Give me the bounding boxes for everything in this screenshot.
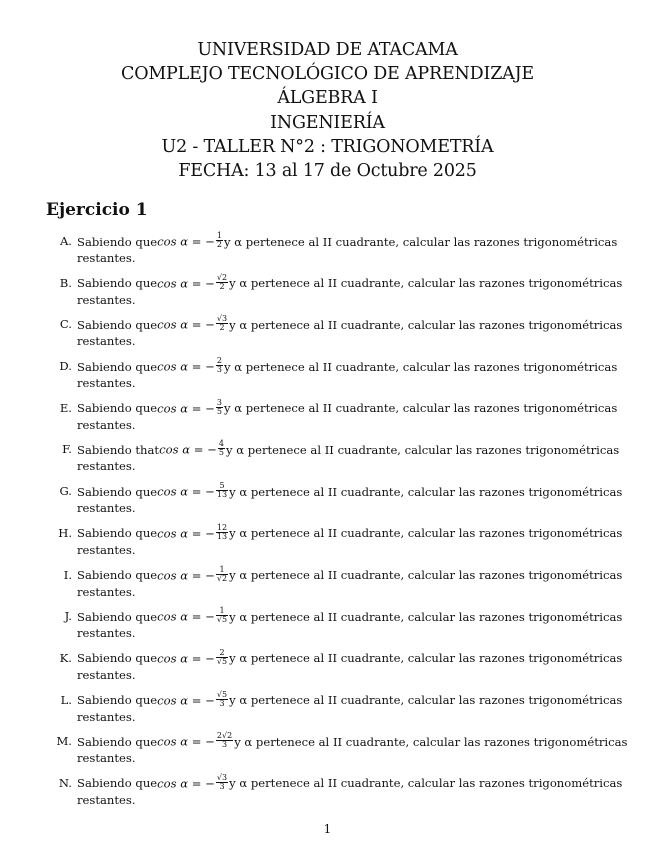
exercise-statement: y α pertenece al II cuadrante, calcular las razones trigonométricas xyxy=(229,776,623,791)
exercise-lead: Sabiendo que xyxy=(77,359,158,374)
fraction xyxy=(216,607,228,624)
fraction-numerator: √5 xyxy=(216,689,228,699)
exercise-statement: y α pertenece al II cuadrante, calcular las razones trigonométricas xyxy=(229,693,623,708)
exercise-line xyxy=(77,689,623,710)
exercise-statement: y α pertenece al II cuadrante, calcular las razones trigonométricas xyxy=(224,401,618,416)
exercise-lead: Sabiendo que xyxy=(77,776,158,791)
exercise-label: I. xyxy=(63,567,72,582)
fraction-numerator: √3 xyxy=(216,314,228,324)
fraction-denominator: √5 xyxy=(216,656,228,666)
exercise-label: G. xyxy=(59,484,72,499)
exercise-item xyxy=(50,397,618,443)
exercise-line xyxy=(77,647,623,668)
fraction xyxy=(216,274,228,291)
exercise-text xyxy=(77,272,623,308)
exercise-label: M. xyxy=(56,734,72,749)
cos-expression xyxy=(157,606,229,626)
header-date: FECHA: 13 al 17 de Octubre 2025 xyxy=(178,161,477,182)
exercise-label: L. xyxy=(60,692,72,707)
exercise-label: B. xyxy=(59,275,72,290)
cos-expression xyxy=(157,231,224,251)
exercise-lead: Sabiendo que xyxy=(77,317,158,332)
fraction-denominator: √5 xyxy=(216,615,228,625)
cos-expression xyxy=(157,314,229,334)
exercise-lead: Sabiendo que xyxy=(77,609,158,624)
cos-expression xyxy=(157,647,229,668)
fraction-denominator: 2 xyxy=(216,240,222,249)
exercise-line xyxy=(77,397,618,418)
exercise-item xyxy=(50,606,623,651)
cos-lhs: cos α = − xyxy=(157,693,215,708)
exercise-statement: y α pertenece al II cuadrante, calcular las razones trigonométricas xyxy=(224,359,618,374)
document-header xyxy=(0,38,655,183)
cos-expression xyxy=(157,689,229,710)
exercise-lead: Sabiendo que xyxy=(77,276,158,291)
cos-lhs: cos α = − xyxy=(157,359,215,374)
exercise-lead: Sabiendo that xyxy=(77,442,160,457)
cos-lhs: cos α = − xyxy=(157,651,215,666)
exercise-line xyxy=(77,272,623,293)
exercise-item xyxy=(50,689,623,735)
fraction xyxy=(216,732,233,749)
cos-lhs: cos α = − xyxy=(157,401,215,416)
cos-expression xyxy=(157,731,234,751)
exercise-continuation: restantes. xyxy=(77,792,136,807)
cos-lhs: cos α = − xyxy=(157,568,215,582)
fraction-denominator: 3 xyxy=(219,698,225,708)
exercise-continuation: restantes. xyxy=(77,751,136,766)
fraction-denominator: 2 xyxy=(219,281,225,291)
header-course: ÁLGEBRA I xyxy=(277,88,378,109)
exercise-statement: y α pertenece al II cuadrante, calcular las razones trigonométricas xyxy=(234,734,628,749)
fraction-numerator: 2 xyxy=(216,649,228,658)
cos-expression xyxy=(157,481,229,501)
fraction xyxy=(216,649,228,666)
exercise-lead: Sabiendo que xyxy=(77,734,158,749)
fraction-numerator: √3 xyxy=(216,772,228,782)
exercise-item xyxy=(50,481,623,526)
exercise-item xyxy=(50,356,618,401)
fraction-numerator: 2√2 xyxy=(216,731,233,741)
exercise-label: J. xyxy=(64,609,72,624)
cos-lhs: cos α = − xyxy=(157,609,215,624)
fraction xyxy=(216,357,223,374)
cos-lhs: cos α = − xyxy=(157,734,215,749)
header-complex: COMPLEJO TECNOLÓGICO DE APRENDIZAJE xyxy=(121,64,534,85)
exercise-continuation: restantes. xyxy=(77,626,136,641)
cos-expression xyxy=(157,356,224,376)
exercise-lead: Sabiendo que xyxy=(77,568,158,582)
exercise-item xyxy=(50,231,618,276)
cos-lhs: cos α = − xyxy=(157,776,215,791)
exercise-continuation: restantes. xyxy=(77,501,136,516)
exercise-list xyxy=(50,231,628,818)
section-title: Ejercicio 1 xyxy=(46,200,148,220)
exercise-lead: Sabiendo que xyxy=(77,693,158,708)
fraction-denominator: 2 xyxy=(219,323,225,333)
exercise-line xyxy=(77,606,623,626)
fraction-numerator: 5 xyxy=(216,482,228,491)
exercise-label: F. xyxy=(62,442,72,457)
exercise-text xyxy=(77,231,618,266)
exercise-item xyxy=(50,522,623,568)
exercise-label: N. xyxy=(58,775,72,790)
fraction-numerator: 12 xyxy=(216,522,228,532)
fraction-denominator: 3 xyxy=(216,365,222,375)
exercise-text xyxy=(77,689,623,725)
fraction-denominator: 13 xyxy=(216,531,228,541)
exercise-text xyxy=(77,731,628,766)
fraction-numerator: 4 xyxy=(218,439,224,449)
exercise-line xyxy=(77,439,620,459)
exercise-line xyxy=(77,772,623,793)
exercise-line xyxy=(77,314,623,334)
cos-lhs: cos α = − xyxy=(157,526,215,541)
exercise-statement: y α pertenece al II cuadrante, calcular las razones trigonométricas xyxy=(229,317,623,332)
exercise-continuation: restantes. xyxy=(77,709,136,724)
exercise-continuation: restantes. xyxy=(77,584,136,599)
exercise-line xyxy=(77,522,623,543)
header-workshop: U2 - TALLER N°2 : TRIGONOMETRÍA xyxy=(161,136,494,157)
exercise-label: A. xyxy=(59,234,72,248)
exercise-text xyxy=(77,439,620,474)
exercise-line xyxy=(77,481,623,501)
fraction-numerator: 3 xyxy=(216,397,222,407)
cos-lhs: cos α = − xyxy=(157,234,215,249)
fraction-numerator: 1 xyxy=(216,231,222,240)
fraction-numerator: 1 xyxy=(216,607,228,616)
fraction xyxy=(218,440,225,457)
fraction xyxy=(216,566,228,583)
exercise-lead: Sabiendo que xyxy=(77,526,158,541)
exercise-statement: y α pertenece al II cuadrante, calcular las razones trigonométricas xyxy=(224,234,618,249)
exercise-item xyxy=(50,647,623,693)
exercise-continuation: restantes. xyxy=(77,459,136,474)
exercise-label: C. xyxy=(59,317,72,332)
exercise-continuation: restantes. xyxy=(77,417,136,432)
exercise-line xyxy=(77,564,623,585)
exercise-statement: y α pertenece al II cuadrante, calcular las razones trigonométricas xyxy=(229,568,623,582)
exercise-continuation: restantes. xyxy=(77,292,136,307)
exercise-item xyxy=(50,314,623,359)
exercise-statement: y α pertenece al II cuadrante, calcular las razones trigonométricas xyxy=(225,442,620,457)
exercise-statement: y α pertenece al II cuadrante, calcular las razones trigonométricas xyxy=(229,526,623,541)
exercise-continuation: restantes. xyxy=(77,251,136,265)
cos-expression xyxy=(157,564,229,585)
cos-lhs: cos α = − xyxy=(157,484,215,499)
exercise-continuation: restantes. xyxy=(77,667,136,682)
fraction-denominator: √2 xyxy=(216,573,228,583)
fraction xyxy=(216,774,228,791)
exercise-label: D. xyxy=(59,359,72,374)
fraction-denominator: 13 xyxy=(216,490,228,500)
fraction-denominator: 3 xyxy=(222,740,228,750)
exercise-continuation: restantes. xyxy=(77,542,136,557)
fraction-numerator: √2 xyxy=(216,272,228,282)
exercise-text xyxy=(77,606,623,641)
exercise-statement: y α pertenece al II cuadrante, calcular las razones trigonométricas xyxy=(229,484,623,499)
cos-expression xyxy=(157,522,229,543)
exercise-label: K. xyxy=(59,650,72,665)
exercise-item xyxy=(50,772,623,818)
fraction xyxy=(216,399,223,416)
exercise-line xyxy=(77,731,628,751)
exercise-lead: Sabiendo que xyxy=(77,401,158,416)
fraction-denominator: 3 xyxy=(219,781,225,791)
cos-expression xyxy=(159,439,226,459)
header-university: UNIVERSIDAD DE ATACAMA xyxy=(197,40,458,60)
header-program: INGENIERÍA xyxy=(270,112,385,133)
exercise-item xyxy=(50,731,628,776)
fraction xyxy=(216,691,228,708)
exercise-text xyxy=(77,564,623,600)
exercise-lead: Sabiendo que xyxy=(77,651,158,666)
exercise-lead: Sabiendo que xyxy=(77,234,158,249)
exercise-text xyxy=(77,481,623,516)
fraction xyxy=(216,232,223,249)
fraction xyxy=(216,315,228,332)
exercise-statement: y α pertenece al II cuadrante, calcular las razones trigonométricas xyxy=(229,276,623,291)
exercise-item xyxy=(50,564,623,610)
exercise-lead: Sabiendo que xyxy=(77,484,158,499)
fraction-denominator: 5 xyxy=(218,448,224,458)
exercise-text xyxy=(77,356,618,391)
page-number: 1 xyxy=(323,822,332,836)
cos-lhs: cos α = − xyxy=(157,317,215,332)
exercise-continuation: restantes. xyxy=(77,334,136,349)
exercise-label: E. xyxy=(59,400,72,415)
cos-expression xyxy=(157,397,224,418)
exercise-line xyxy=(77,356,618,376)
exercise-item xyxy=(50,439,620,484)
exercise-text xyxy=(77,314,623,349)
cos-lhs: cos α = − xyxy=(157,276,215,291)
fraction-numerator: 2 xyxy=(216,356,222,366)
exercise-statement: y α pertenece al II cuadrante, calcular las razones trigonométricas xyxy=(229,609,623,624)
exercise-text xyxy=(77,397,618,433)
exercise-text xyxy=(77,522,623,558)
fraction-numerator: 1 xyxy=(216,566,228,575)
cos-lhs: cos α = − xyxy=(159,442,217,457)
fraction xyxy=(216,524,228,541)
cos-expression xyxy=(157,772,229,793)
exercise-statement: y α pertenece al II cuadrante, calcular las razones trigonométricas xyxy=(229,651,623,666)
cos-expression xyxy=(157,272,229,293)
exercise-text xyxy=(77,772,623,808)
exercise-line xyxy=(77,231,618,251)
exercise-text xyxy=(77,647,623,683)
exercise-label: H. xyxy=(58,525,72,540)
exercise-continuation: restantes. xyxy=(77,376,136,391)
exercise-item xyxy=(50,272,623,318)
fraction xyxy=(216,482,228,499)
fraction-denominator: 5 xyxy=(216,406,222,416)
